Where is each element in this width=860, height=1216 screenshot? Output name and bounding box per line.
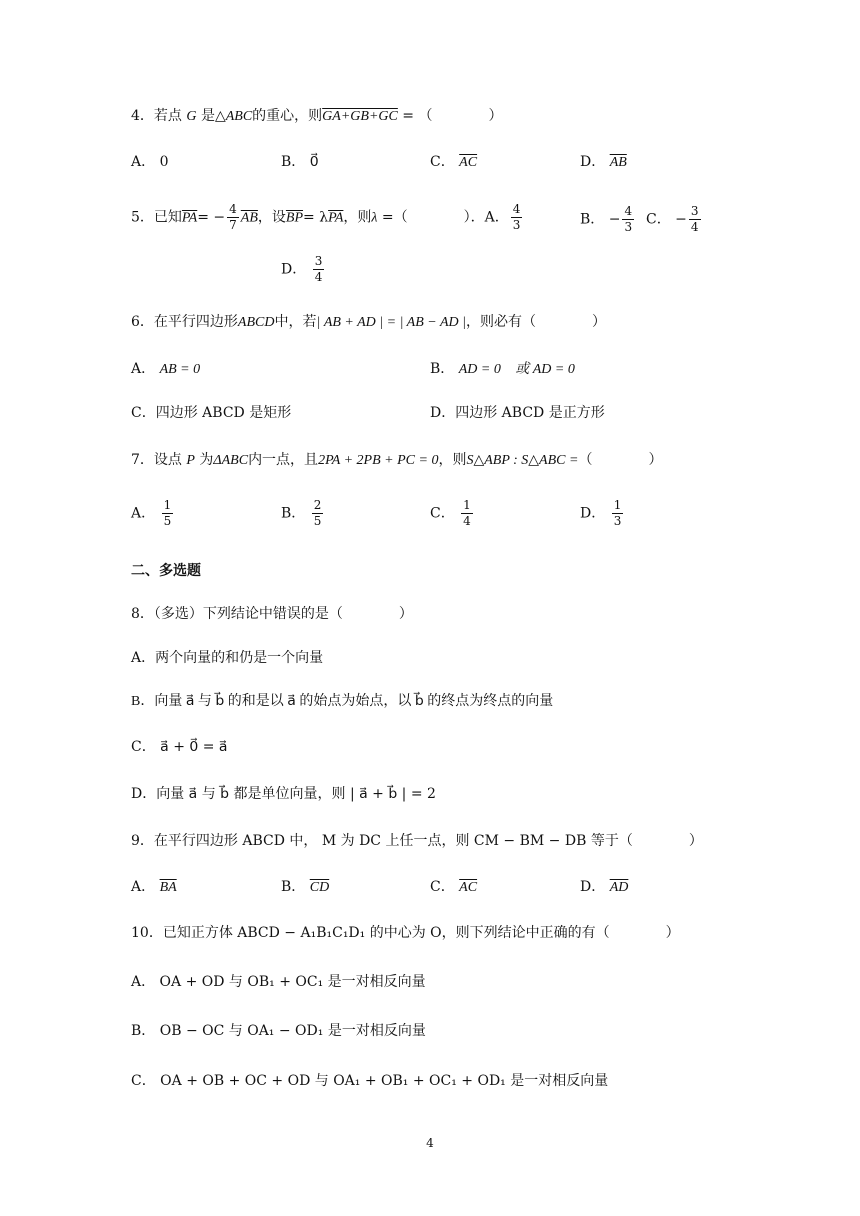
vector: $\overline{PA}$ <box>328 210 344 226</box>
option-label: C． <box>430 505 455 522</box>
q-text: ，则必有（ ） <box>466 314 606 330</box>
q-text: 为 <box>199 452 214 468</box>
q9-option <box>281 877 329 898</box>
sign: − <box>608 211 621 228</box>
fraction <box>312 498 324 529</box>
q10-option-b: B． OB − OC 与 OA₁ − OD₁ 是一对相反向量 <box>131 1023 426 1039</box>
q6-option <box>430 403 605 423</box>
option-label: D． <box>580 154 606 170</box>
question-number: 7． <box>131 452 154 468</box>
denominator: 5 <box>313 514 322 528</box>
question-4 <box>131 106 502 127</box>
answer-blank: （ ） <box>418 108 503 124</box>
q4-option <box>580 152 627 173</box>
option-label: D． <box>430 405 456 421</box>
q-text: 在平行四边形 <box>153 314 238 330</box>
math-var: λ <box>371 210 378 226</box>
option-label: A． <box>131 505 156 522</box>
question-5 <box>131 202 524 233</box>
fraction <box>689 204 701 235</box>
q6-option <box>131 403 291 423</box>
math-op: = − <box>197 209 226 226</box>
question-10: 10．已知正方体 ABCD − A₁B₁C₁D₁ 的中心为 O，则下列结论中正确的有（ ） <box>131 925 680 941</box>
fraction <box>612 498 624 529</box>
q8-option-b: B．向量 a⃗ 与 b⃗ 的和是以 a⃗ 的始点为始点，以 b⃗ 的终点为终点的向量 <box>131 694 554 709</box>
numerator: 3 <box>690 204 699 218</box>
option-label: A． <box>131 361 156 377</box>
option-value: $\overline{AB}$ <box>609 155 627 170</box>
fraction <box>162 498 174 529</box>
q-text: 是 <box>200 108 215 124</box>
denominator: 3 <box>624 220 633 234</box>
fraction <box>622 204 634 235</box>
option-label: A． <box>484 209 509 226</box>
option-label: D． <box>580 505 606 522</box>
denominator: 7 <box>229 218 237 232</box>
option-label: C． <box>646 211 671 228</box>
q4-option <box>430 152 477 173</box>
option-label: B． <box>430 361 455 377</box>
denominator: 4 <box>690 220 699 234</box>
numerator: 4 <box>512 202 521 216</box>
option-label: B． <box>580 211 605 228</box>
denominator: 4 <box>463 514 471 528</box>
sign: − <box>675 211 687 228</box>
option-label: B． <box>281 505 306 522</box>
numerator: 3 <box>314 254 323 268</box>
math-expr: S△ABP : S△ABC = <box>466 453 579 468</box>
vector-expr: | AB + AD | = | AB − AD | <box>316 315 466 330</box>
q7-option <box>430 498 475 529</box>
denominator: 5 <box>163 514 172 528</box>
q-text: 中，若 <box>274 314 317 330</box>
q8-option-d: D．向量 a⃗ 与 b⃗ 都是单位向量，则 | a⃗ + b⃗ | = 2 <box>131 786 436 802</box>
numerator: 1 <box>163 498 172 512</box>
option-value: $\overline{BA}$ <box>159 880 177 895</box>
math-op: = λ <box>303 209 329 226</box>
denominator: 3 <box>613 514 622 528</box>
q5-option <box>281 254 326 285</box>
math-var: △ABC <box>214 109 253 124</box>
question-6 <box>131 312 606 333</box>
question-7 <box>131 450 662 471</box>
q-text: 的重心，则 <box>252 108 323 124</box>
q9-option <box>131 877 177 898</box>
q6-option <box>430 359 586 380</box>
q7-option <box>131 498 175 529</box>
q9-option <box>430 877 477 898</box>
option-value: $\overline{CD}$ <box>309 880 330 895</box>
denominator: 3 <box>512 218 521 232</box>
q5-option <box>646 204 703 235</box>
option-value: 四边形 ABCD 是矩形 <box>155 405 292 421</box>
q-text: ，则 <box>438 452 467 468</box>
option-label: A． <box>131 879 156 895</box>
option-label: C． <box>430 154 455 170</box>
option-value: AB = 0⃗ <box>159 362 212 377</box>
question-number: 5． <box>131 209 154 226</box>
option-label: C． <box>131 405 156 421</box>
q8-option-a: A．两个向量的和仍是一个向量 <box>131 650 324 666</box>
option-label: B． <box>281 879 306 895</box>
numerator: 1 <box>613 498 622 512</box>
q7-option <box>580 498 625 529</box>
section-heading: 二、多选题 <box>131 563 201 579</box>
option-label: C． <box>430 879 455 895</box>
q9-option <box>580 877 628 898</box>
numerator: 2 <box>313 498 322 512</box>
q-text: 若点 <box>153 108 182 124</box>
math-op: = <box>381 209 394 226</box>
math-var: ΔABC <box>213 453 249 468</box>
option-value: $\overline{AC}$ <box>459 880 478 895</box>
option-value: 0 <box>159 154 169 170</box>
option-value: AD = 0⃗ 或 AD = 0⃗ <box>458 362 586 377</box>
vector: $\overline{BP}$ <box>285 210 304 226</box>
q-text: 已知 <box>153 209 182 226</box>
q-text: 内一点，且 <box>248 452 319 468</box>
option-label: D． <box>580 879 606 895</box>
math-var: ABCD <box>237 315 275 330</box>
q10-option-c: C． OA + OB + OC + OD 与 OA₁ + OB₁ + OC₁ + OD₁ 是一对相反向量 <box>131 1073 609 1089</box>
math-var: P <box>186 453 195 468</box>
vector: $\overline{PA}$ <box>181 210 198 226</box>
q4-option <box>281 152 319 172</box>
math-var: G <box>186 109 197 124</box>
option-label: A． <box>131 154 156 170</box>
vector-expr: 2PA + 2PB + PC = 0 <box>318 453 439 468</box>
fraction <box>227 202 239 233</box>
q-text: 设点 <box>153 452 182 468</box>
numerator: 4 <box>624 204 633 218</box>
q-text: ，设 <box>257 209 286 226</box>
option-value: $\overline{AC}$ <box>459 155 478 170</box>
answer-blank: （ ） <box>578 452 663 468</box>
question-number: 4． <box>131 108 154 124</box>
option-value: 0⃗ <box>309 154 319 170</box>
question-8: 8．（多选）下列结论中错误的是（ ） <box>131 606 413 622</box>
numerator: 4 <box>229 202 237 216</box>
vector: $\overline{AB}$ <box>240 210 258 226</box>
math-op: = <box>402 108 415 124</box>
option-label: B． <box>281 154 306 170</box>
page-number: 4 <box>426 1136 434 1150</box>
fraction <box>511 202 523 233</box>
q6-option <box>131 359 211 380</box>
q5-option <box>580 204 636 235</box>
vector-expr: GA+GB+GC <box>322 109 398 124</box>
q4-option <box>131 152 169 172</box>
q8-option-c: C． a⃗ + 0⃗ = a⃗ <box>131 739 228 755</box>
q7-option <box>281 498 325 529</box>
option-value: $\overline{AD}$ <box>609 880 629 895</box>
denominator: 4 <box>314 270 323 284</box>
q10-option-a: A． OA + OD 与 OB₁ + OC₁ 是一对相反向量 <box>131 974 426 990</box>
numerator: 1 <box>463 498 471 512</box>
answer-blank: （ ）． <box>393 209 485 226</box>
question-9: 9．在平行四边形 ABCD 中， M 为 DC 上任一点，则 CM − BM − DB 等于（ ） <box>131 833 703 849</box>
option-label: D． <box>281 261 307 278</box>
fraction <box>461 498 473 529</box>
q-text: ，则 <box>343 209 372 226</box>
fraction <box>313 254 325 285</box>
option-value: 四边形 ABCD 是正方形 <box>455 405 605 421</box>
question-number: 6． <box>131 314 154 330</box>
